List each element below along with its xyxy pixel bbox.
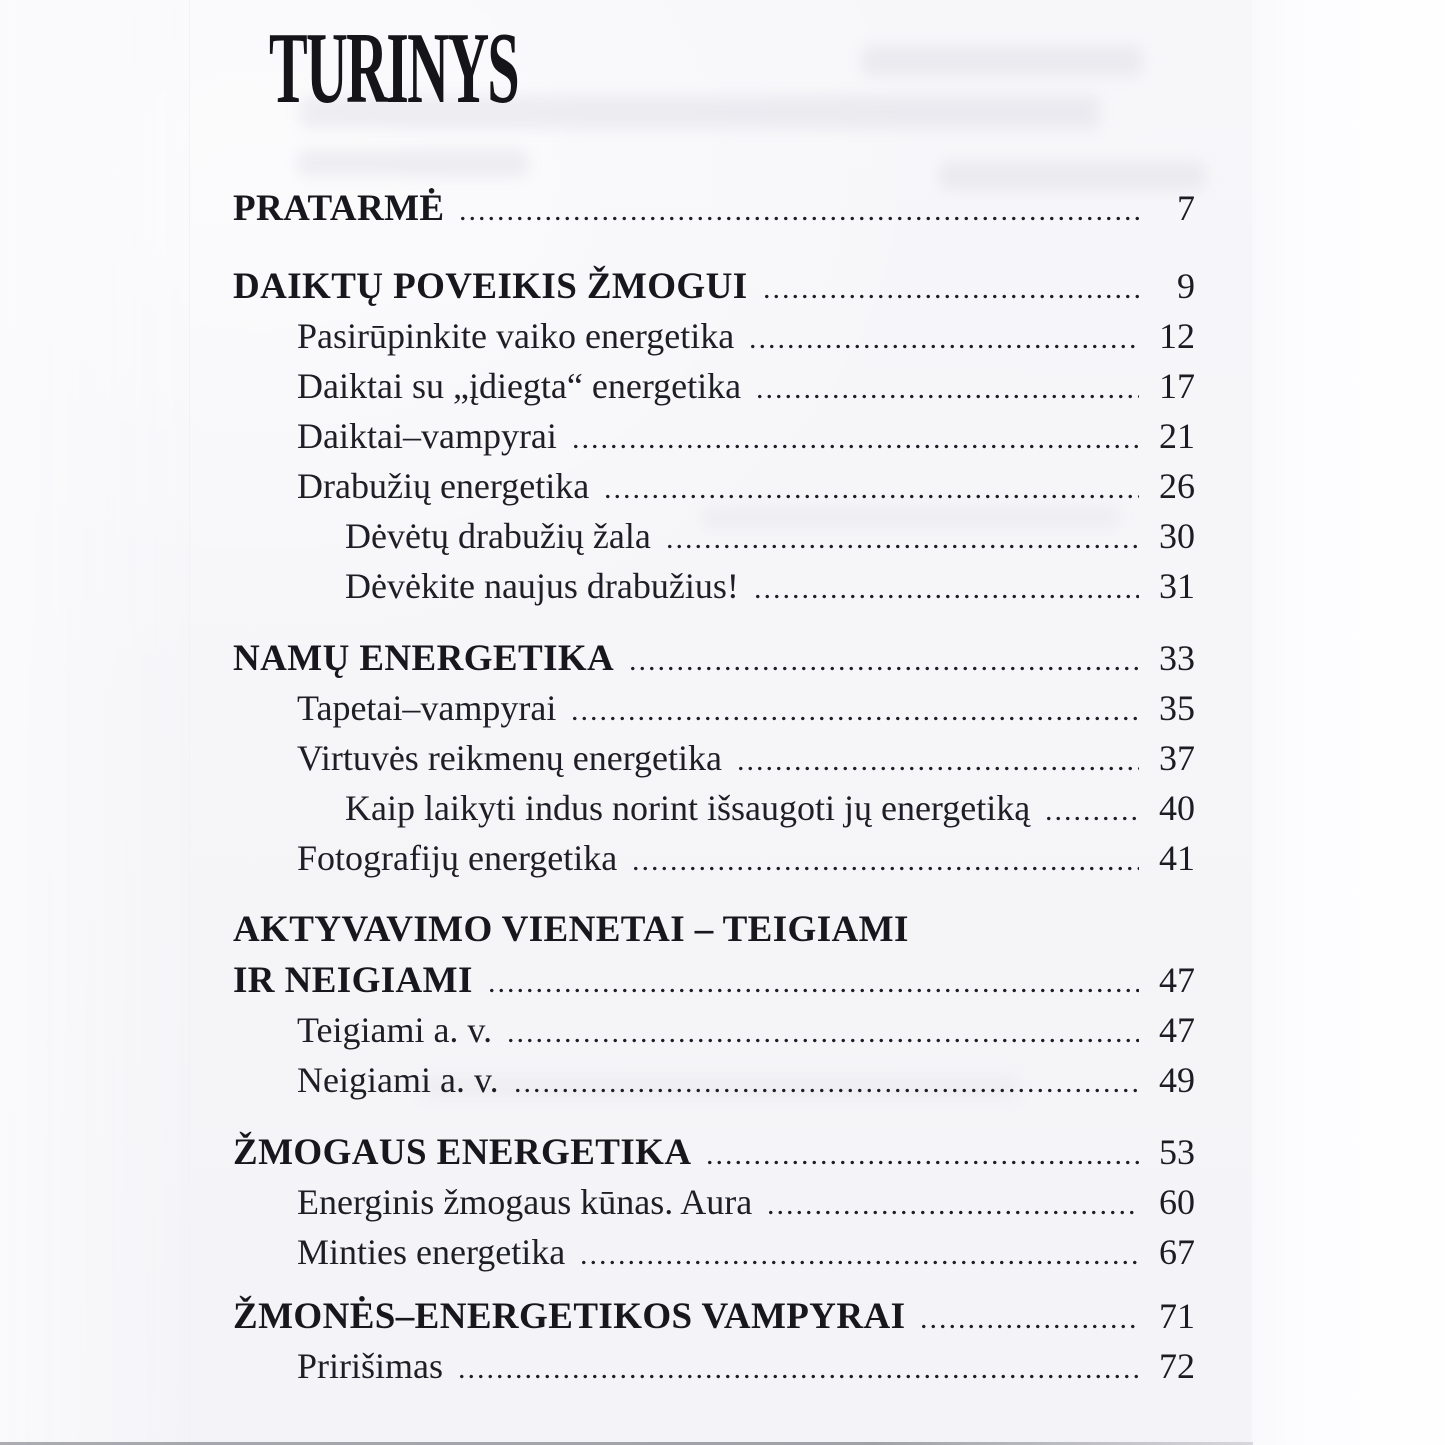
toc-entry bbox=[233, 183, 1195, 233]
toc-entry bbox=[233, 461, 1195, 511]
toc-entry-page-number: 33 bbox=[1159, 638, 1195, 678]
dot-leader bbox=[755, 361, 1139, 411]
toc-entry-label: NAMŲ ENERGETIKA bbox=[233, 638, 615, 679]
toc-entry bbox=[233, 361, 1195, 411]
toc-entry bbox=[233, 905, 1195, 955]
toc-entry bbox=[233, 1227, 1195, 1277]
toc-entry-page-number: 71 bbox=[1159, 1296, 1195, 1336]
toc-entry bbox=[233, 311, 1195, 361]
toc-entry bbox=[233, 561, 1195, 611]
toc-entry-page-number: 9 bbox=[1177, 266, 1195, 306]
page-right-edge bbox=[1252, 0, 1445, 1445]
toc-entry-page-number: 37 bbox=[1159, 738, 1195, 778]
toc-entry bbox=[233, 1005, 1195, 1055]
dot-leader bbox=[766, 1177, 1139, 1227]
toc-entry-page-number: 41 bbox=[1159, 838, 1195, 878]
toc-entry-page-number: 53 bbox=[1159, 1132, 1195, 1172]
toc-entry-label: DAIKTŲ POVEIKIS ŽMOGUI bbox=[233, 266, 748, 307]
dot-leader bbox=[579, 1227, 1139, 1277]
toc-entry bbox=[233, 511, 1195, 561]
toc-entry bbox=[233, 1055, 1195, 1105]
page-content bbox=[233, 11, 1195, 1391]
dot-leader bbox=[457, 1341, 1139, 1391]
toc-entry-page-number: 40 bbox=[1159, 788, 1195, 828]
toc-entry-label: AKTYVAVIMO VIENETAI – TEIGIAMI bbox=[233, 909, 909, 950]
toc-entry bbox=[233, 1341, 1195, 1391]
toc-entry bbox=[233, 261, 1195, 311]
dot-leader bbox=[458, 183, 1139, 233]
dot-leader bbox=[571, 411, 1139, 461]
toc-entry-page-number: 47 bbox=[1159, 960, 1195, 1000]
dot-leader bbox=[736, 733, 1139, 783]
toc-entry-page-number: 31 bbox=[1159, 566, 1195, 606]
dot-leader bbox=[487, 955, 1139, 1005]
toc-entry-label: Daiktai–vampyrai bbox=[297, 416, 557, 456]
toc-entry-page-number: 21 bbox=[1159, 416, 1195, 456]
toc-entry-label: ŽMONĖS–ENERGETIKOS VAMPYRAI bbox=[233, 1296, 906, 1337]
toc-entry bbox=[233, 411, 1195, 461]
dot-leader bbox=[753, 561, 1139, 611]
dot-leader bbox=[513, 1055, 1139, 1105]
toc-entry-label: Energinis žmogaus kūnas. Aura bbox=[297, 1182, 753, 1222]
toc-entry-page-number: 49 bbox=[1159, 1060, 1195, 1100]
dot-leader bbox=[762, 261, 1139, 311]
toc-entry-page-number: 47 bbox=[1159, 1010, 1195, 1050]
toc-entry-label: Kaip laikyti indus norint išsaugoti jų energetiką bbox=[345, 788, 1031, 828]
toc-entry-label: ŽMOGAUS ENERGETIKA bbox=[233, 1132, 692, 1173]
toc-entry-page-number: 67 bbox=[1159, 1232, 1195, 1272]
toc-entry-label: Minties energetika bbox=[297, 1232, 566, 1272]
toc-entry-label: Fotografijų energetika bbox=[297, 838, 618, 878]
dot-leader bbox=[919, 1291, 1139, 1341]
page-title: TURINYS bbox=[269, 11, 518, 125]
table-of-contents bbox=[233, 183, 1195, 1391]
toc-entry-page-number: 60 bbox=[1159, 1182, 1195, 1222]
toc-entry-page-number: 7 bbox=[1177, 188, 1195, 228]
toc-entry-page-number: 12 bbox=[1159, 316, 1195, 356]
dot-leader bbox=[628, 633, 1139, 683]
toc-entry bbox=[233, 633, 1195, 683]
dot-leader bbox=[603, 461, 1139, 511]
toc-entry-label: Pasirūpinkite vaiko energetika bbox=[297, 316, 735, 356]
toc-entry-page-number: 72 bbox=[1159, 1346, 1195, 1386]
toc-entry-label: Teigiami a. v. bbox=[297, 1010, 493, 1050]
dot-leader bbox=[705, 1127, 1139, 1177]
toc-entry-label: Neigiami a. v. bbox=[297, 1060, 499, 1100]
toc-entry bbox=[233, 733, 1195, 783]
toc-entry bbox=[233, 1291, 1195, 1341]
toc-entry-label: Tapetai–vampyrai bbox=[297, 688, 557, 728]
toc-entry bbox=[233, 955, 1195, 1005]
toc-entry-label: PRATARMĖ bbox=[233, 188, 445, 229]
toc-entry-label: Daiktai su „įdiegta“ energetika bbox=[297, 366, 742, 406]
dot-leader bbox=[506, 1005, 1139, 1055]
dot-leader bbox=[631, 833, 1139, 883]
toc-entry bbox=[233, 783, 1195, 833]
dot-leader bbox=[665, 511, 1139, 561]
toc-entry-label: Dėvėkite naujus drabužius! bbox=[345, 566, 739, 606]
page-left-edge bbox=[0, 0, 190, 1445]
toc-entry-label: Dėvėtų drabužių žala bbox=[345, 516, 651, 556]
toc-entry bbox=[233, 683, 1195, 733]
toc-entry-page-number: 35 bbox=[1159, 688, 1195, 728]
toc-entry-label: Virtuvės reikmenų energetika bbox=[297, 738, 723, 778]
dot-leader bbox=[570, 683, 1139, 733]
toc-entry-label: IR NEIGIAMI bbox=[233, 960, 473, 1001]
toc-entry-page-number: 30 bbox=[1159, 516, 1195, 556]
toc-entry-page-number: 17 bbox=[1159, 366, 1195, 406]
toc-entry bbox=[233, 1177, 1195, 1227]
dot-leader bbox=[1044, 783, 1139, 833]
toc-entry bbox=[233, 1127, 1195, 1177]
dot-leader bbox=[748, 311, 1139, 361]
toc-entry-label: Drabužių energetika bbox=[297, 466, 590, 506]
toc-entry-label: Pririšimas bbox=[297, 1346, 444, 1386]
toc-entry bbox=[233, 833, 1195, 883]
toc-entry-page-number: 26 bbox=[1159, 466, 1195, 506]
